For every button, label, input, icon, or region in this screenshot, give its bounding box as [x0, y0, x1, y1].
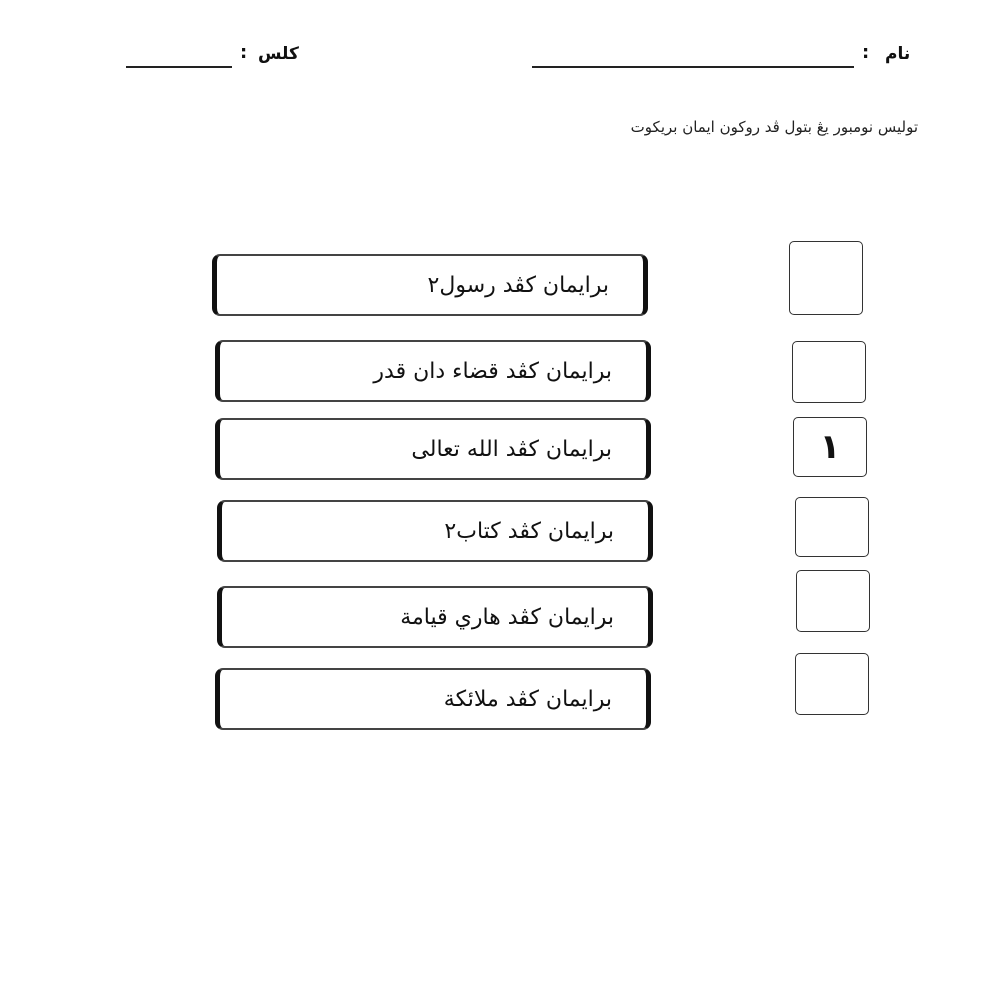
pillar-card-3 [215, 418, 651, 480]
name-label: نام [885, 44, 911, 64]
pillar-card-1 [212, 254, 648, 316]
pillar-text: برايمان كڤد هاري قيامة [400, 604, 614, 630]
pillar-text: برايمان كڤد الله تعالى [411, 436, 612, 462]
class-blank[interactable] [126, 66, 232, 68]
answer-box-6[interactable] [795, 653, 869, 715]
instruction-text: توليس نومبور يڠ بتول ڤد روكون ايمان بريكوت [630, 118, 918, 136]
name-colon: : [862, 42, 870, 63]
pillar-card-2 [215, 340, 651, 402]
pillar-text: برايمان كڤد قضاء دان قدر [373, 358, 612, 384]
class-colon: : [240, 42, 248, 63]
answer-box-5[interactable] [796, 570, 870, 632]
pillar-text: برايمان كڤد ملائكة [443, 686, 612, 712]
answer-box-1[interactable] [789, 241, 863, 315]
answer-box-4[interactable] [795, 497, 869, 557]
pillar-card-5 [217, 586, 653, 648]
name-blank[interactable] [532, 66, 854, 68]
answer-box-3[interactable]: ١ [793, 417, 867, 477]
pillar-text: برايمان كڤد كتاب٢ [444, 518, 614, 544]
pillar-card-6 [215, 668, 651, 730]
answer-box-2[interactable] [792, 341, 866, 403]
pillar-card-4 [217, 500, 653, 562]
class-label: كلس [258, 44, 299, 64]
pillar-text: برايمان كڤد رسول٢ [427, 272, 609, 298]
